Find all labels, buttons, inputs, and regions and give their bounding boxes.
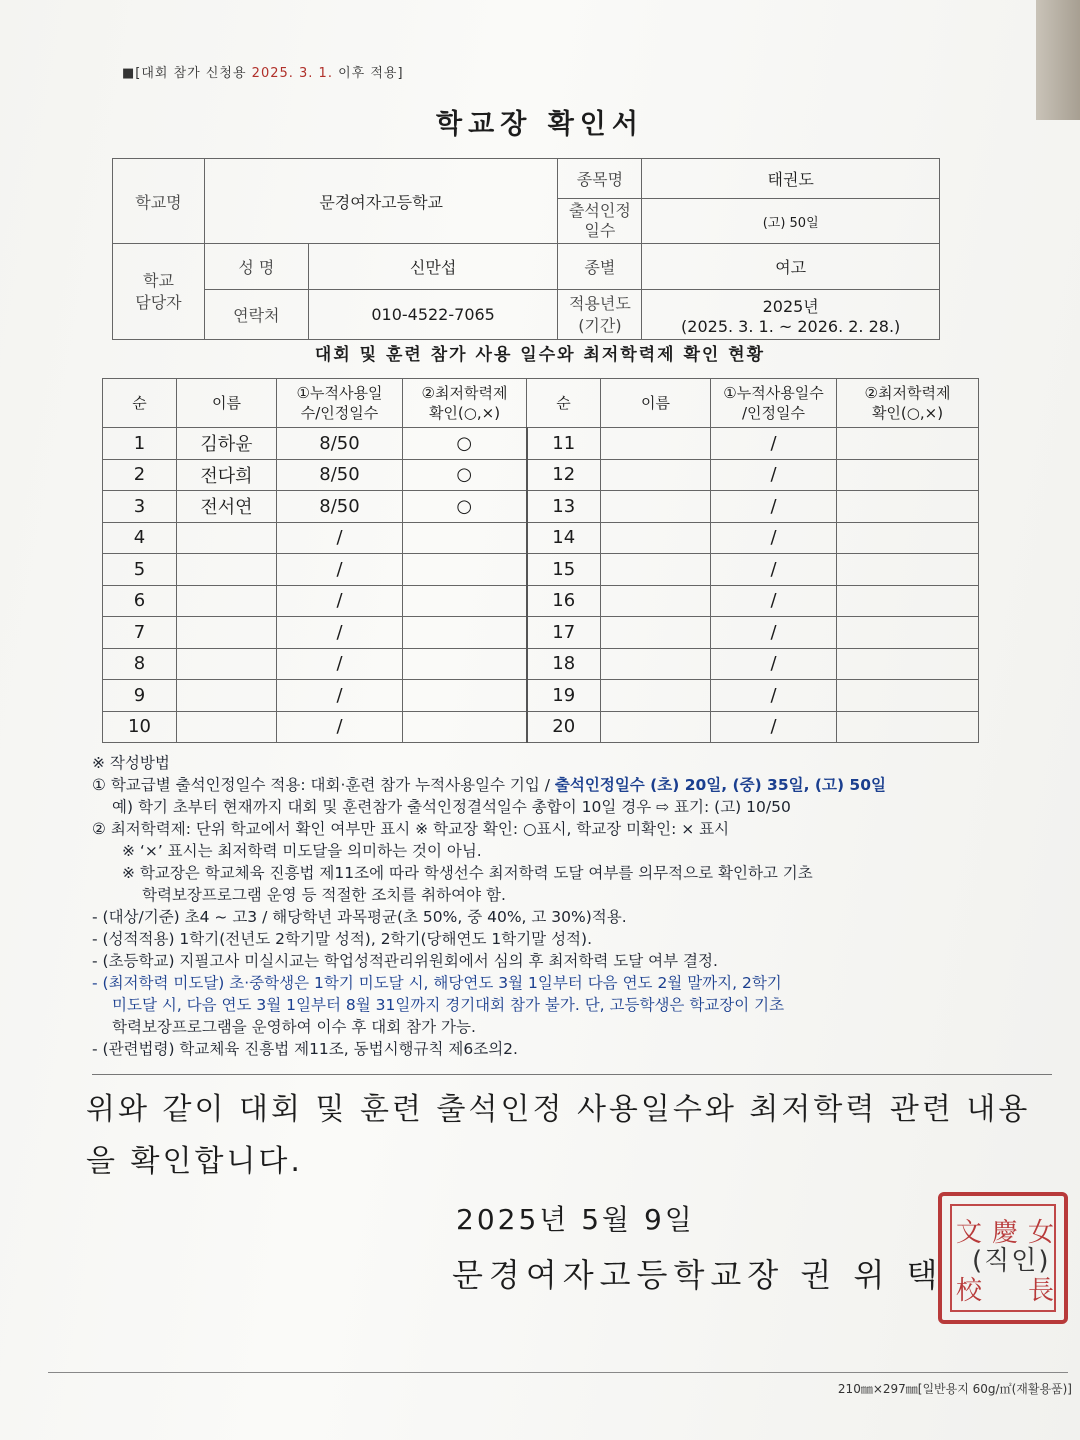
student-name (601, 522, 711, 554)
category-label: 종별 (558, 244, 642, 290)
table-row (103, 585, 979, 617)
days-used: / (277, 648, 403, 680)
table-row (103, 711, 979, 743)
event-label: 종목명 (558, 159, 642, 199)
seal-mark-text: (직인) (972, 1246, 1051, 1276)
min-achievement-check (837, 459, 979, 491)
instructions-heading: ※ 작성방법 (92, 754, 170, 772)
school-name: 문경여자고등학교 (204, 159, 558, 244)
header-note-prefix: ■[대회 참가 신청용 (122, 66, 252, 81)
attendance-label: 출석인정 일수 (558, 199, 642, 244)
event-value: 태권도 (642, 159, 940, 199)
table-row (103, 491, 979, 523)
year-cell (642, 290, 940, 340)
days-used: 8/50 (277, 491, 403, 523)
student-name (177, 680, 277, 712)
category-value: 여고 (642, 244, 940, 290)
row-number: 1 (103, 428, 177, 460)
min-achievement-check (403, 680, 527, 712)
days-used: / (711, 459, 837, 491)
days-used: / (277, 617, 403, 649)
instruction-item-1 (92, 774, 1052, 796)
footer-divider (48, 1372, 1068, 1373)
roster-table (102, 378, 979, 743)
student-name (601, 617, 711, 649)
row-number: 3 (103, 491, 177, 523)
min-achievement-check (403, 711, 527, 743)
student-name (601, 491, 711, 523)
period-value: (2025. 3. 1. ~ 2026. 2. 28.) (681, 316, 901, 336)
seal-glyph: 校 (956, 1276, 983, 1306)
col-check: ②최저학력제 확인(○,×) (403, 379, 527, 428)
min-achievement-check (403, 554, 527, 586)
instruction-example: 예) 학기 초부터 현재까지 대회 및 훈련참가 출석인정결석일수 총합이 10일 경우 ⇨ 표기: (고) 10/50 (112, 798, 791, 816)
row-number: 17 (527, 617, 601, 649)
instructions (92, 752, 1052, 1060)
student-name: 전다희 (177, 459, 277, 491)
header-note (122, 62, 404, 81)
row-number: 6 (103, 585, 177, 617)
min-achievement-check (837, 680, 979, 712)
min-achievement-check: ○ (403, 491, 527, 523)
student-name (177, 554, 277, 586)
days-used: / (711, 585, 837, 617)
header-note-suffix: 이후 적용] (332, 66, 404, 81)
note-principal-line-2: 학력보장프로그램 운영 등 적절한 조치를 취하여야 함. (142, 886, 506, 904)
days-used: / (711, 617, 837, 649)
header-note-date: 2025. 3. 1. (251, 66, 333, 81)
student-name (177, 711, 277, 743)
col-no: 순 (103, 379, 177, 428)
row-number: 20 (527, 711, 601, 743)
min-achievement-check (837, 711, 979, 743)
row-number: 8 (103, 648, 177, 680)
note-x-mark: ※ ‘×’ 표시는 최저학력 미도달을 의미하는 것이 아님. (122, 842, 482, 860)
year-value: 2025년 (762, 296, 819, 316)
row-number: 4 (103, 522, 177, 554)
min-achievement-check (403, 648, 527, 680)
rule-target: - (대상/기준) 초4 ~ 고3 / 해당학년 과목평균(초 50%, 중 40%, 고 30%)적용. (92, 908, 627, 926)
seal-glyph: 長 (1028, 1276, 1055, 1306)
instruction-item-1-days: 출석인정일수 (초) 20일, (중) 35일, (고) 50일 (554, 776, 886, 794)
col-days: ①누적사용일 수/인정일수 (277, 379, 403, 428)
row-number: 2 (103, 459, 177, 491)
min-achievement-check (837, 585, 979, 617)
min-achievement-check (837, 491, 979, 523)
days-used: / (277, 711, 403, 743)
rule-related-law: - (관련법령) 학교체육 진흥법 제11조, 동법시행규칙 제6조의2. (92, 1040, 518, 1058)
days-used: 8/50 (277, 459, 403, 491)
note-principal-line-1: ※ 학교장은 학교체육 진흥법 제11조에 따라 학생선수 최저학력 도달 여부를 의무적으로 확인하고 기초 (122, 864, 813, 882)
row-number: 19 (527, 680, 601, 712)
staff-name: 신만섭 (308, 244, 558, 290)
days-used: / (711, 522, 837, 554)
rule-elementary: - (초등학교) 지필고사 미실시교는 학업성적관리위원회에서 심의 후 최저학력 도달 여부 결정. (92, 952, 718, 970)
student-name (601, 554, 711, 586)
days-used: / (277, 585, 403, 617)
rule-grade-apply: - (성적적용) 1학기(전년도 2학기말 성적), 2학기(당해연도 1학기말 성적). (92, 930, 592, 948)
issue-date: 2025년 5월 9일 (456, 1203, 695, 1236)
student-name: 전서연 (177, 491, 277, 523)
student-name (177, 617, 277, 649)
min-achievement-check (837, 554, 979, 586)
seal-glyph: 女 (1028, 1218, 1055, 1248)
name-label: 성 명 (204, 244, 308, 290)
row-number: 18 (527, 648, 601, 680)
school-info-table (112, 158, 940, 340)
attendance-value: (고) 50일 (642, 199, 940, 244)
min-achievement-check: ○ (403, 428, 527, 460)
days-used: / (711, 554, 837, 586)
row-number: 12 (527, 459, 601, 491)
document-title: 학교장 확인서 (436, 109, 644, 140)
row-number: 7 (103, 617, 177, 649)
table-row (103, 617, 979, 649)
student-name (177, 648, 277, 680)
student-name (601, 585, 711, 617)
instruction-item-1-text: ① 학교급별 출석인정일수 적용: 대회·훈련 참가 누적사용일수 기입 / (92, 776, 555, 794)
days-used: / (277, 522, 403, 554)
principal-signature-line: 문경여자고등학교장 권 위 택 (452, 1256, 944, 1294)
rule-below-minimum-line-1: - (최저학력 미도달) 초·중학생은 1학기 미도달 시, 해당연도 3월 1일부터 다음 연도 2월 말까지, 2학기 (92, 974, 782, 992)
min-achievement-check (837, 648, 979, 680)
min-achievement-check: ○ (403, 459, 527, 491)
min-achievement-check (837, 617, 979, 649)
year-label: 적용년도 (기간) (558, 290, 642, 340)
row-number: 11 (527, 428, 601, 460)
row-number: 5 (103, 554, 177, 586)
row-number: 14 (527, 522, 601, 554)
student-name (601, 428, 711, 460)
rule-below-minimum-line-3: 학력보장프로그램을 운영하여 이수 후 대회 참가 가능. (112, 1018, 476, 1036)
section-title: 대회 및 훈련 참가 사용 일수와 최저학력제 확인 현황 (314, 345, 766, 365)
contact-label: 연락처 (204, 290, 308, 340)
staff-label: 학교 담당자 (113, 244, 205, 340)
days-used: / (711, 680, 837, 712)
row-number: 16 (527, 585, 601, 617)
col-name-right: 이름 (601, 379, 711, 428)
min-achievement-check (403, 617, 527, 649)
table-row (103, 554, 979, 586)
school-label: 학교명 (113, 159, 205, 244)
table-row (103, 648, 979, 680)
student-name (177, 522, 277, 554)
student-name (177, 585, 277, 617)
min-achievement-check (403, 585, 527, 617)
divider (92, 1074, 1052, 1075)
days-used: / (277, 554, 403, 586)
student-name (601, 648, 711, 680)
student-name (601, 680, 711, 712)
days-used: / (711, 711, 837, 743)
days-used: 8/50 (277, 428, 403, 460)
days-used: / (711, 491, 837, 523)
min-achievement-check (837, 428, 979, 460)
col-no-right: 순 (527, 379, 601, 428)
days-used: / (711, 648, 837, 680)
confirmation-text: 위와 같이 대회 및 훈련 출석인정 사용일수와 최저학력 관련 내용을 확인합니다. (86, 1092, 1031, 1179)
min-achievement-check (837, 522, 979, 554)
paper-spec-footer: 210㎜×297㎜[일반용지 60g/㎡(재활용품)] (837, 1382, 1072, 1396)
table-row (103, 522, 979, 554)
contact-value: 010-4522-7065 (308, 290, 558, 340)
student-name (601, 459, 711, 491)
seal-glyph: 慶 (992, 1218, 1019, 1248)
days-used: / (711, 428, 837, 460)
instruction-item-2: ② 최저학력제: 단위 학교에서 확인 여부만 표시 ※ 학교장 확인: ○표시, 학교장 미확인: × 표시 (92, 820, 730, 838)
days-used: / (277, 680, 403, 712)
table-row (103, 428, 979, 460)
col-check-right: ②최저학력제 확인(○,×) (837, 379, 979, 428)
student-name (601, 711, 711, 743)
table-row (103, 459, 979, 491)
min-achievement-check (403, 522, 527, 554)
student-name: 김하윤 (177, 428, 277, 460)
table-row (103, 680, 979, 712)
row-number: 15 (527, 554, 601, 586)
col-name: 이름 (177, 379, 277, 428)
rule-below-minimum-line-2: 미도달 시, 다음 연도 3월 1일부터 8월 31일까지 경기대회 참가 불가. 단, 고등학생은 학교장이 기초 (112, 996, 785, 1014)
row-number: 10 (103, 711, 177, 743)
row-number: 9 (103, 680, 177, 712)
col-days-right: ①누적사용일수 /인정일수 (711, 379, 837, 428)
seal-glyph: 文 (956, 1218, 983, 1248)
row-number: 13 (527, 491, 601, 523)
